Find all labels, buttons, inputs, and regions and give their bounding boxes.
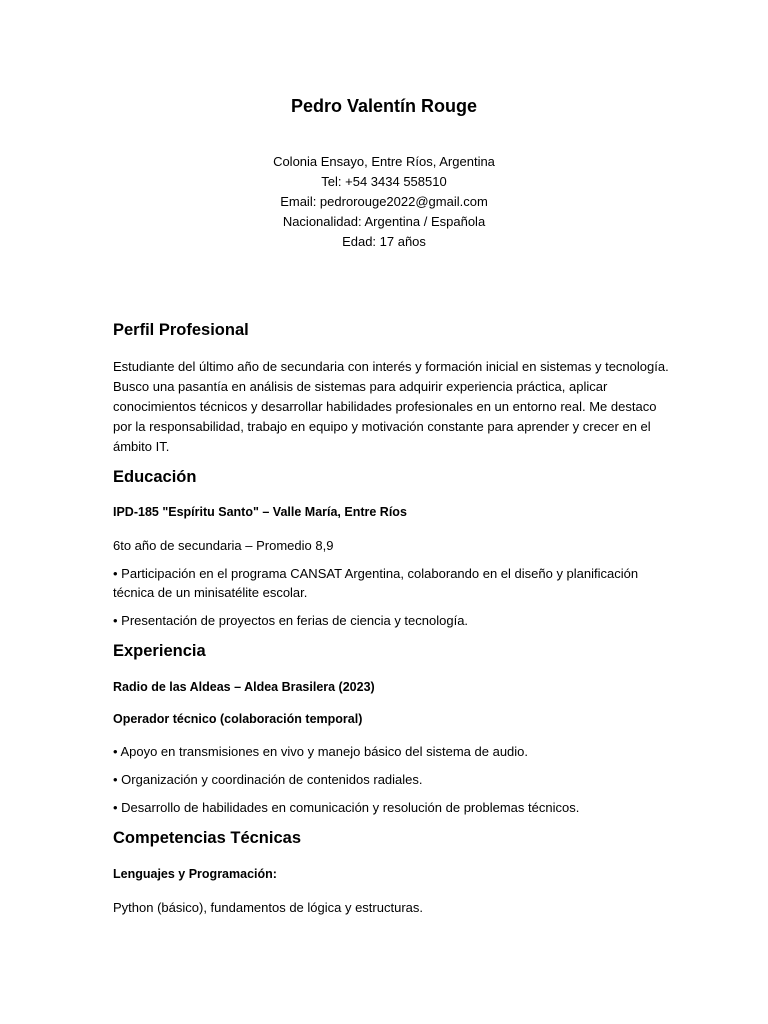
contact-age: Edad: 17 años: [342, 234, 426, 249]
education-institution: IPD-185 "Espíritu Santo" – Valle María, Entre Ríos: [113, 505, 407, 519]
perfil-line: por la responsabilidad, trabajo en equipo y motivación constante para aprender y crecer en el: [113, 419, 651, 434]
contact-block: [0, 152, 768, 252]
section-heading-experiencia: Experiencia: [113, 642, 206, 660]
perfil-line: Estudiante del último año de secundaria con interés y formación inicial en sistemas y tecnología.: [113, 359, 669, 374]
contact-email: Email: pedrorouge2022@gmail.com: [280, 194, 488, 209]
contact-nationality: Nacionalidad: Argentina / Española: [282, 214, 486, 229]
skills-text: Python (básico), fundamentos de lógica y estructuras.: [113, 900, 423, 915]
experience-role: Operador técnico (colaboración temporal): [113, 712, 363, 726]
cv-name: Pedro Valentín Rouge: [290, 96, 478, 116]
section-heading-competencias: Competencias Técnicas: [113, 829, 301, 847]
contact-phone: Tel: +54 3434 558510: [321, 174, 447, 189]
perfil-paragraph: [113, 357, 673, 457]
education-detail: 6to año de secundaria – Promedio 8,9: [113, 538, 334, 553]
contact-address: Colonia Ensayo, Entre Ríos, Argentina: [273, 154, 495, 169]
section-heading-educacion: Educación: [113, 468, 197, 486]
perfil-line: conocimientos técnicos y desarrollar habilidades profesionales en un entorno real. Me destaco: [113, 399, 657, 414]
experience-bullet: • Apoyo en transmisiones en vivo y manejo básico del sistema de audio.: [113, 744, 529, 759]
skills-subheading: Lenguajes y Programación:: [113, 867, 277, 881]
section-heading-perfil: Perfil Profesional: [113, 321, 249, 339]
education-bullet: [113, 564, 673, 602]
education-bullet-line: técnica de un minisatélite escolar.: [113, 585, 308, 600]
experience-bullet: • Organización y coordinación de contenidos radiales.: [113, 772, 423, 787]
experience-bullet: • Desarrollo de habilidades en comunicación y resolución de problemas técnicos.: [113, 800, 580, 815]
education-bullet: • Presentación de proyectos en ferias de ciencia y tecnología.: [113, 613, 469, 628]
perfil-line: Busco una pasantía en análisis de sistemas para adquirir experiencia práctica, aplicar: [113, 379, 608, 394]
perfil-line: ámbito IT.: [113, 439, 170, 454]
experience-organization: Radio de las Aldeas – Aldea Brasilera (2023): [113, 680, 375, 694]
education-bullet-line: • Participación en el programa CANSAT Argentina, colaborando en el diseño y planificación: [113, 566, 639, 581]
